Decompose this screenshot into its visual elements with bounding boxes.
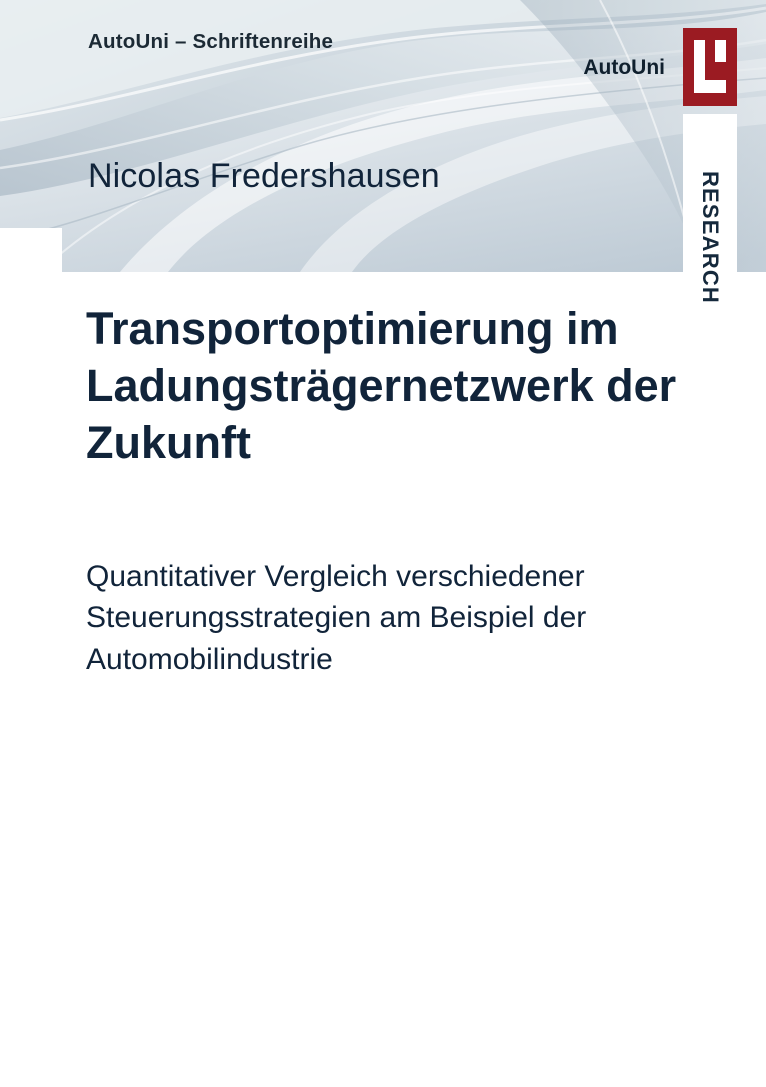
logo-bar-right: [715, 40, 726, 62]
research-tab-label: RESEARCH: [698, 170, 723, 304]
page-subtitle: Quantitativer Vergleich verschiedener Steuerungsstrategien am Beispiel der Automobilindustrie: [86, 560, 587, 676]
autouni-u-mark-icon: [683, 28, 737, 106]
autouni-wordmark: AutoUni: [583, 56, 665, 79]
series-title: AutoUni – Schriftenreihe: [88, 30, 334, 53]
autouni-logo: [531, 28, 737, 108]
author-name: Nicolas Fredershausen: [88, 157, 440, 195]
research-tab: [683, 114, 737, 304]
banner-corner-notch: [0, 228, 62, 272]
page-title: Transportoptimierung im Ladungsträgernetzwerk der Zukunft: [86, 303, 677, 469]
logo-bar-left: [694, 40, 705, 80]
logo-bar-foot: [694, 80, 726, 93]
